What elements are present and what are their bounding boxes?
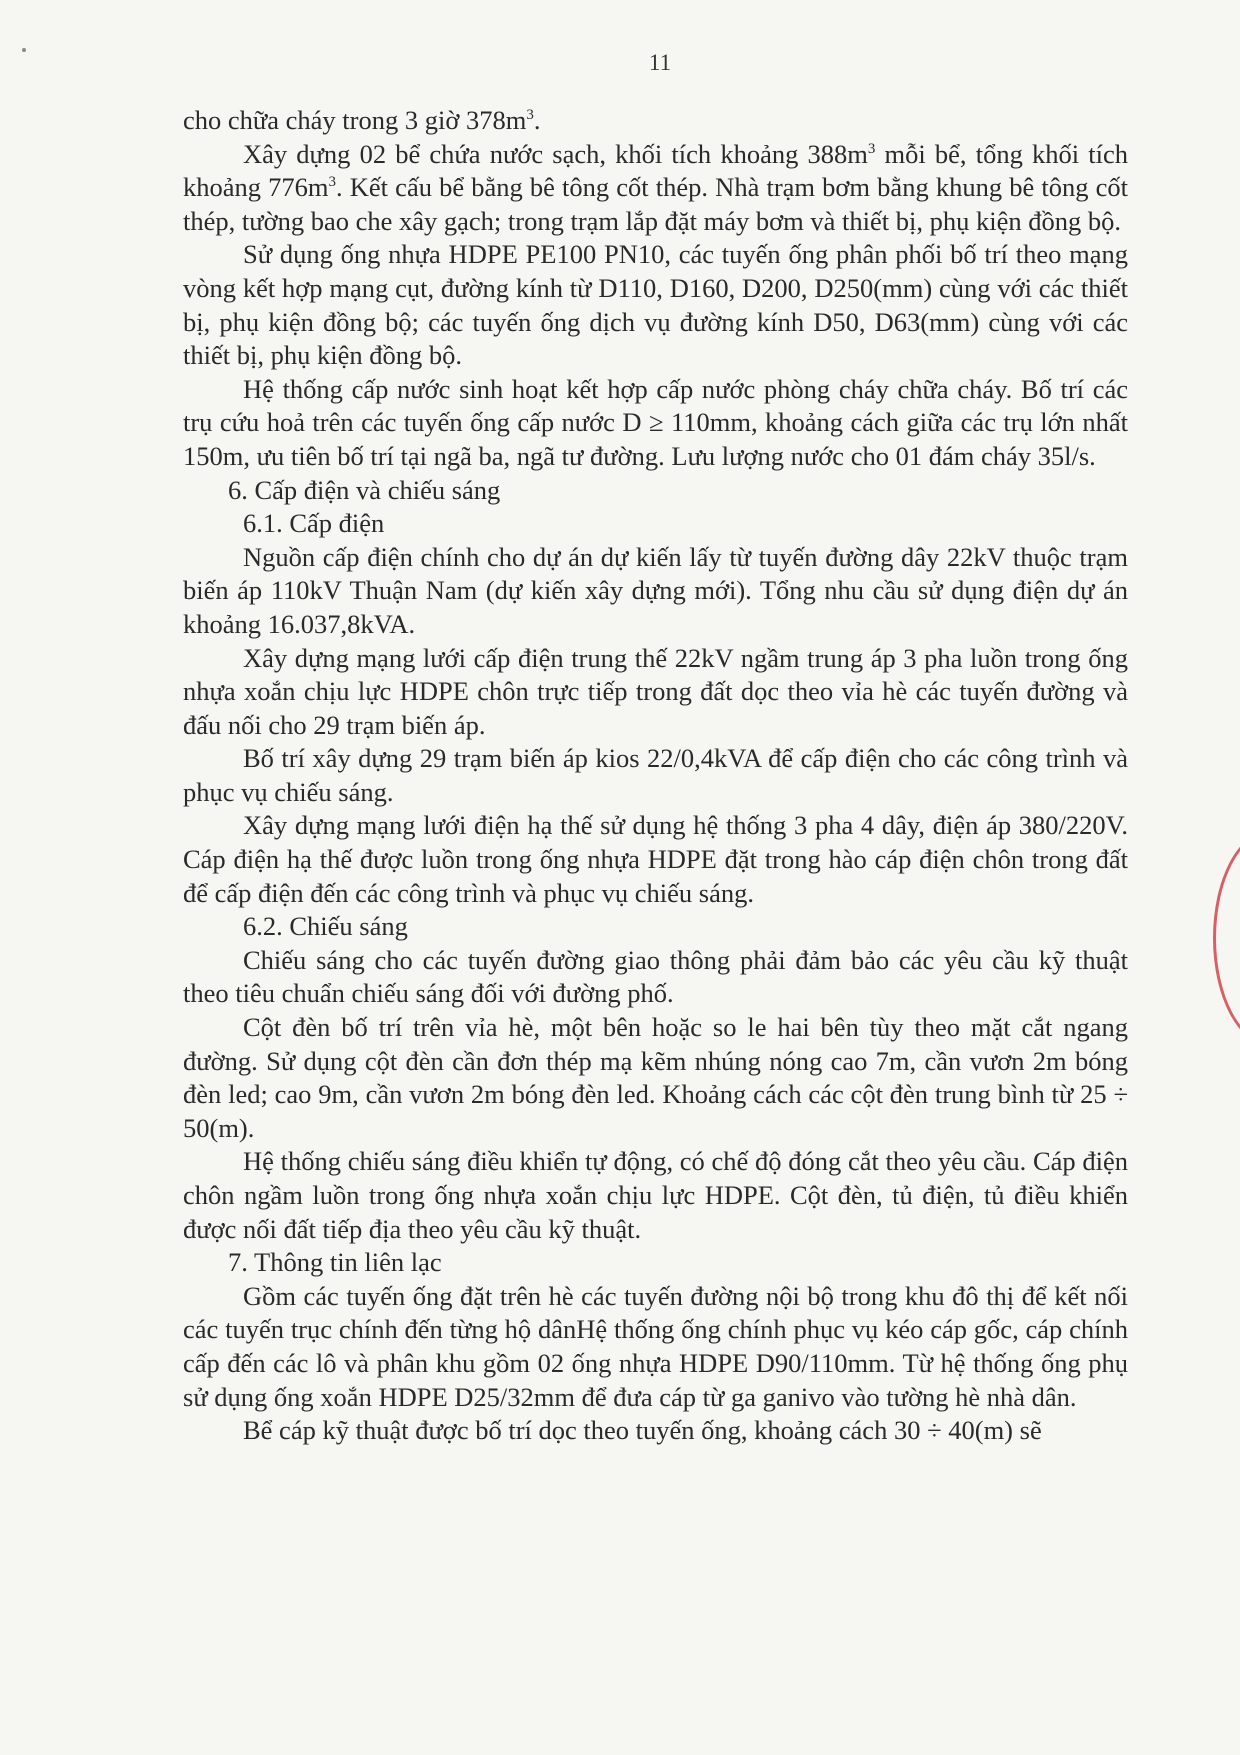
page-number: 11 <box>648 50 672 75</box>
document-body <box>183 104 1128 1448</box>
paragraph-lighting-standard: Chiếu sáng cho các tuyến đường giao thông phải đảm bảo các yêu cầu kỹ thuật theo tiêu chuẩn chiếu sáng đối với đường phố. <box>183 944 1128 1009</box>
paragraph-light-poles: Cột đèn bố trí trên vỉa hè, một bên hoặc so le hai bên tùy theo mặt cắt ngang đường. Sử dụng cột đèn cần đơn thép mạ kẽm nhúng nóng cao 7m, cần vươn 2m bóng đèn led; cao 9m, cần vươn 2m bóng đèn led. Khoảng cách các cột đèn trung bình từ 25 ÷ 50(m). <box>183 1012 1128 1143</box>
paragraph-fire-hydrants: Hệ thống cấp nước sinh hoạt kết hợp cấp nước phòng cháy chữa cháy. Bố trí các trụ cứu hoả trên các tuyến ống cấp nước D ≥ 110mm, khoảng cách giữa các trụ lớn nhất 150m, ưu tiên bố trí tại ngã ba, ngã tư đường. Lưu lượng nước cho 01 đám cháy 35l/s. <box>183 373 1128 471</box>
paragraph-medium-voltage: Xây dựng mạng lưới cấp điện trung thế 22kV ngầm trung áp 3 pha luồn trong ống nhựa xoắn chịu lực HDPE chôn trực tiếp trong đất dọc theo vỉa hè các tuyến đường và đấu nối cho 29 trạm biến áp. <box>183 642 1128 740</box>
subsection-heading-power: 6.1. Cấp điện <box>243 508 385 539</box>
paragraph-fire-water: cho chữa cháy trong 3 giờ $378m^3$. <box>183 105 541 135</box>
paragraph-water-tanks: Xây dựng 02 bể chứa nước sạch, khối tích khoảng $388m^3$ mỗi bể, tổng khối tích khoảng $776m^3$. Kết cấu bể bằng bê tông cốt thép. Nhà trạm bơm bằng khung bê tông cốt thép, tường bao che xây gạch; trong trạm lắp đặt máy bơm và thiết bị, phụ kiện đồng bộ. <box>183 138 1128 236</box>
paragraph-substations: Bố trí xây dựng 29 trạm biến áp kios 22/0,4kVA để cấp điện cho các công trình và phục vụ chiếu sáng. <box>183 743 1128 807</box>
paragraph-low-voltage: Xây dựng mạng lưới điện hạ thế sử dụng hệ thống 3 pha 4 dây, điện áp 380/220V. Cáp điện hạ thế được luồn trong ống nhựa HDPE đặt trong hào cáp điện chôn trong đất để cấp điện đến các công trình và phục vụ chiếu sáng. <box>183 810 1128 908</box>
paragraph-cable-pits: Bể cáp kỹ thuật được bố trí dọc theo tuyến ống, khoảng cách 30 ÷ 40(m) sẽ <box>243 1415 1042 1446</box>
paragraph-telecom-ducts: Gồm các tuyến ống đặt trên hè các tuyến đường nội bộ trong khu đô thị để kết nối các tuyến trục chính đến từng hộ dânHệ thống ống chính phục vụ kéo cáp gốc, cáp chính cấp đến các lô và phân khu gồm 02 ống nhựa HDPE D90/110mm. Từ hệ thống ống phụ sử dụng ống xoắn HDPE D25/32mm để đưa cáp từ ga ganivo vào tường hè nhà dân. <box>183 1280 1128 1412</box>
subsection-heading-lighting: 6.2. Chiếu sáng <box>243 911 408 942</box>
stamp-ring <box>1213 830 1240 1046</box>
paragraph-lighting-control: Hệ thống chiếu sáng điều khiển tự động, có chế độ đóng cắt theo yêu cầu. Cáp điện chôn ngầm luồn trong ống nhựa xoắn chịu lực HDPE. Cột đèn, tủ điện, tủ điều khiển được nối đất tiếp địa theo yêu cầu kỹ thuật. <box>183 1146 1128 1244</box>
red-stamp-fragment <box>1205 830 1240 1050</box>
section-heading-telecom: 7. Thông tin liên lạc <box>228 1247 442 1278</box>
section-heading-power-lighting: 6. Cấp điện và chiếu sáng <box>228 474 501 505</box>
paragraph-hdpe-pipes: Sử dụng ống nhựa HDPE PE100 PN10, các tuyến ống phân phối bố trí theo mạng vòng kết hợp mạng cụt, đường kính từ D110, D160, D200, D250(mm) cùng với các thiết bị, phụ kiện đồng bộ; các tuyến ống dịch vụ đường kính D50, D63(mm) cùng với các thiết bị, phụ kiện đồng bộ. <box>183 239 1128 371</box>
paragraph-power-source: Nguồn cấp điện chính cho dự án dự kiến lấy từ tuyến đường dây 22kV thuộc trạm biến áp 110kV Thuận Nam (dự kiến xây dựng mới). Tổng nhu cầu sử dụng điện dự án khoảng 16.037,8kVA. <box>183 541 1128 639</box>
